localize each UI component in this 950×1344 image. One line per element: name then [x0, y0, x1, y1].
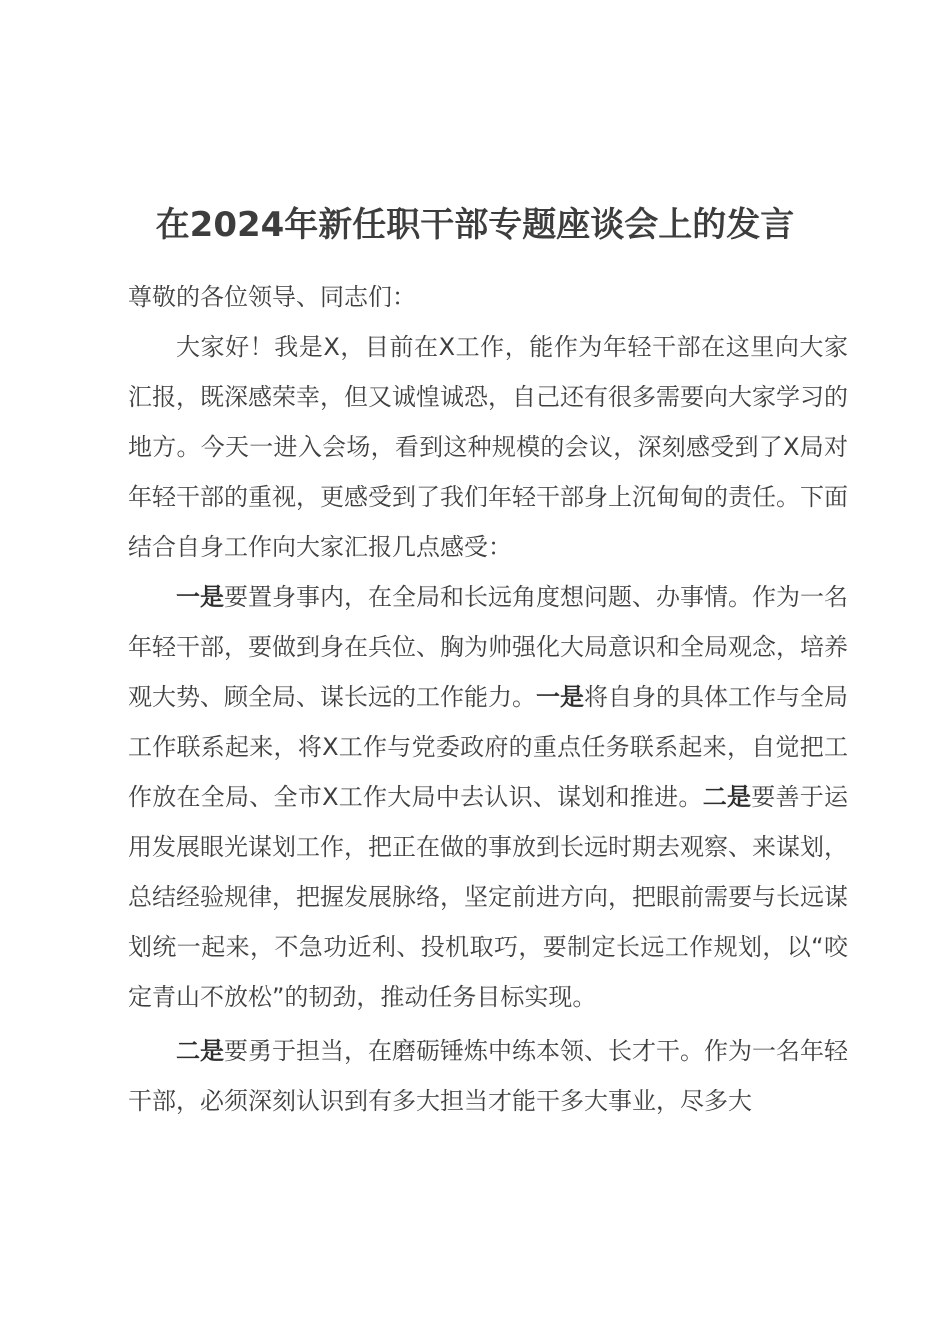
section-one-paragraph: [128, 572, 848, 1022]
section-one-point-1-lead: 一是: [536, 683, 584, 711]
section-one-point-2-lead: 二是: [702, 783, 752, 811]
document-title: 在2024年新任职干部专题座谈会上的发言: [155, 205, 795, 245]
section-one-text-3: 要善于运用发展眼光谋划工作，把正在做的事放到长远时期去观察、来谋划，总结经验规律，把握发展脉络，坚定前进方向，把眼前需要与长远谋划统一起来，不急功近利、投机取巧，要制定长远工作规划，以“咬定青山不放松”的韧劲，推动任务目标实现。: [128, 783, 848, 1011]
salutation: 尊敬的各位领导、同志们：: [128, 283, 416, 311]
section-one-lead: 一是: [176, 583, 224, 611]
document-body: [128, 272, 848, 1126]
section-one-text-2: 将自身的具体工作与全局工作联系起来，将X工作与党委政府的重点任务联系起来，自觉把工作放在全局、全市X工作大局中去认识、谋划和推进。: [128, 683, 848, 811]
section-two-lead: 二是: [176, 1037, 224, 1065]
section-two-text: 要勇于担当，在磨砺锤炼中练本领、长才干。作为一名年轻干部，必须深刻认识到有多大担当才能干多大事业，尽多大: [128, 1037, 848, 1115]
section-one-text-1: 要置身事内，在全局和长远角度想问题、办事情。作为一名年轻干部，要做到身在兵位、胸为帅强化大局意识和全局观念，培养观大势、顾全局、谋长远的工作能力。: [128, 583, 848, 711]
intro-paragraph: 大家好！我是X，目前在X工作，能作为年轻干部在这里向大家汇报，既深感荣幸，但又诚惶诚恐，自己还有很多需要向大家学习的地方。今天一进入会场，看到这种规模的会议，深刻感受到了X局对年轻干部的重视，更感受到了我们年轻干部身上沉甸甸的责任。下面结合自身工作向大家汇报几点感受：: [128, 333, 848, 561]
section-two-paragraph: [128, 1026, 848, 1126]
